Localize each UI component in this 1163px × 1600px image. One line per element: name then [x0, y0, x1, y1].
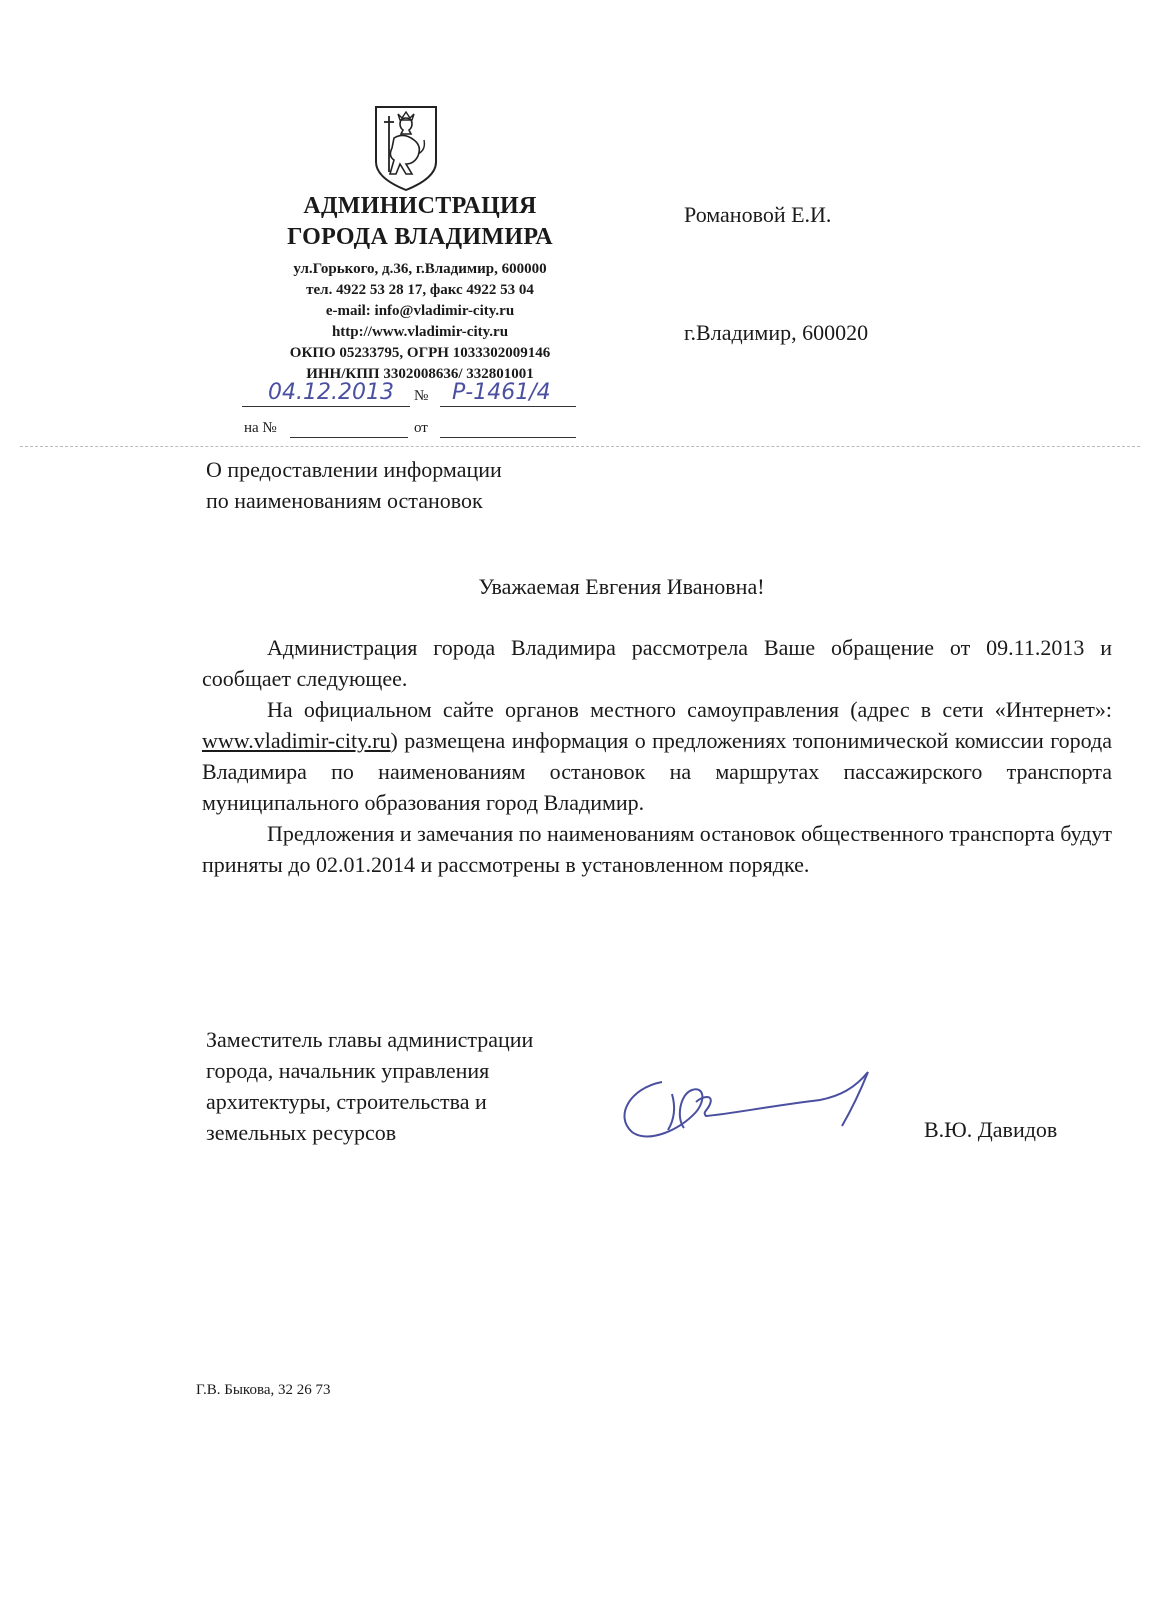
number-label: № [414, 388, 429, 404]
reply-to-underline [290, 437, 408, 438]
handwritten-signature [610, 1060, 890, 1150]
coat-of-arms-emblem [372, 104, 440, 192]
signatory-title-line2: города, начальник управления [206, 1058, 490, 1083]
org-name-line2: ГОРОДА ВЛАДИМИРА [287, 224, 553, 250]
signatory-title [206, 1024, 533, 1148]
signatory-title-line4: земельных ресурсов [206, 1120, 397, 1145]
org-okpo-ogrn: ОКПО 05233795, ОГРН 1033302009146 [289, 345, 551, 361]
subject-line2: по наименованиям остановок [206, 488, 483, 513]
number-underline [440, 406, 576, 407]
recipient-name: Романовой Е.И. [684, 202, 832, 227]
reply-from-label: от [414, 420, 428, 436]
body-paragraph-3: Предложения и замечания по наименованиям остановок общественного транспорта будут приняты до 02.01.2014 и рассмотрены в установленном порядке. [202, 821, 1112, 877]
reply-to-label: на № [244, 420, 277, 436]
body-paragraph-1: Администрация города Владимира рассмотрела Ваше обращение от 09.11.2013 и сообщает следующее. [202, 635, 1112, 691]
registration-date: 04.12.2013 [268, 380, 394, 405]
subject [206, 454, 502, 516]
body-paragraph-2-end: ) размещена информация о предложениях топонимической комиссии города Владимира по наименованиям остановок на маршрутах пассажирского транспорта муниципального образования город Владимир. [202, 728, 1112, 815]
letter-body [202, 632, 1112, 880]
org-address: ул.Горького, д.36, г.Владимир, 600000 [293, 261, 547, 277]
signatory-title-line3: архитектуры, строительства и [206, 1089, 487, 1114]
greeting: Уважаемая Евгения Ивановна! [478, 574, 765, 599]
recipient-address: г.Владимир, 600020 [684, 320, 869, 345]
org-website: http://www.vladimir-city.ru [331, 324, 509, 340]
org-inn-kpp: ИНН/КПП 3302008636/ 332801001 [306, 366, 534, 382]
org-phone: тел. 4922 53 28 17, факс 4922 53 04 [306, 282, 534, 298]
executor-info: Г.В. Быкова, 32 26 73 [196, 1382, 331, 1398]
reply-from-underline [440, 437, 576, 438]
subject-line1: О предоставлении информации [206, 457, 502, 482]
body-paragraph-2 [202, 694, 1112, 818]
fold-line [20, 446, 1140, 447]
date-underline [242, 406, 410, 407]
org-name-line1: АДМИНИСТРАЦИЯ [303, 193, 537, 219]
registration-number: Р-1461/4 [452, 380, 551, 405]
body-paragraph-2-start: На официальном сайте органов местного самоуправления (адрес в сети «Интернет»: [267, 697, 1112, 722]
signatory-name: В.Ю. Давидов [924, 1117, 1058, 1142]
org-email: e-mail: info@vladimir-city.ru [325, 303, 515, 319]
website-link[interactable]: www.vladimir-city.ru [202, 728, 391, 753]
signatory-title-line1: Заместитель главы администрации [206, 1027, 534, 1052]
